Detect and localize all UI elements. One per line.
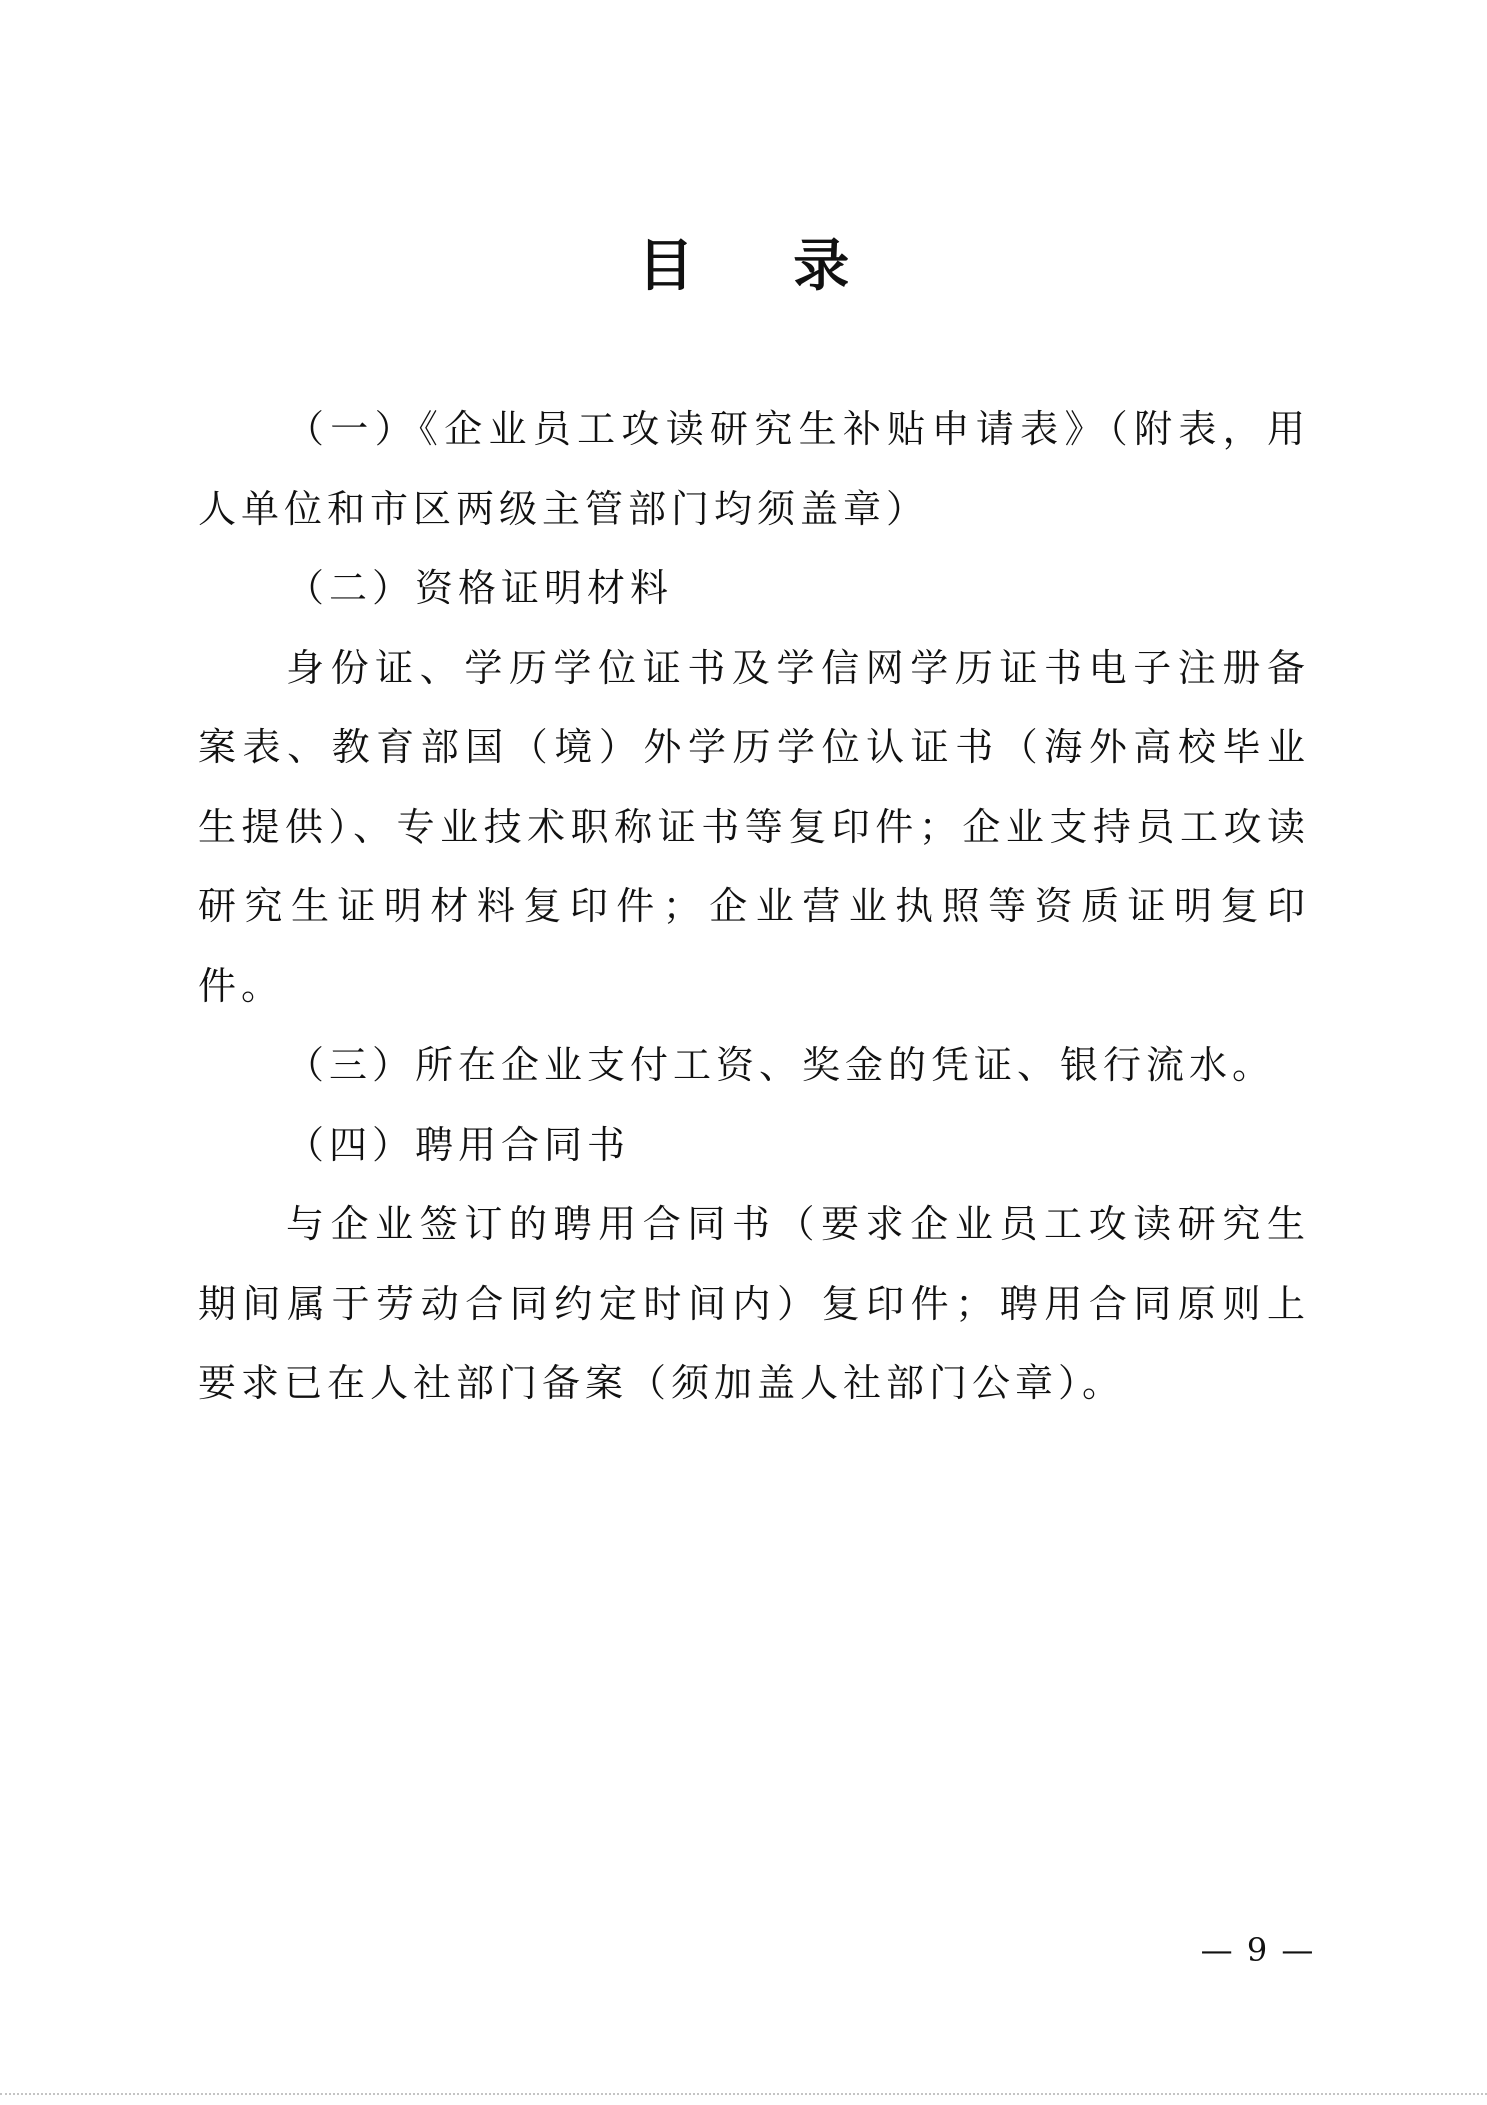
page-number: — 9 — (1200, 1931, 1316, 1969)
list-item-qualification-heading: （二）资格证明材料 (286, 566, 674, 610)
list-item-contract-detail: 与企业签订的聘用合同书（要求企业员工攻读研究生期间属于劳动合同约定时间内）复印件；聘用合同原则上要求已在人社部门备案（须加盖人社部门公章）。 (198, 1202, 1310, 1405)
page-title: 目 录 (637, 234, 890, 299)
scan-edge-divider (0, 2093, 1487, 2099)
list-item-salary-proof: （三）所在企业支付工资、奖金的凭证、银行流水。 (286, 1043, 1276, 1087)
list-item-contract-heading: （四）聘用合同书 (286, 1122, 631, 1167)
list-item-application-form: （一）《企业员工攻读研究生补贴申请表》（附表，用人单位和市区两级主管部门均须盖章） (198, 407, 1310, 531)
document-body (198, 390, 1310, 1424)
list-item-qualification-detail: 身份证、学历学位证书及学信网学历证书电子注册备案表、教育部国（境）外学历学位认证书（海外高校毕业生提供）、专业技术职称证书等复印件；企业支持员工攻读研究生证明材料复印件；企业营业执照等资质证明复印件。 (198, 645, 1310, 1008)
